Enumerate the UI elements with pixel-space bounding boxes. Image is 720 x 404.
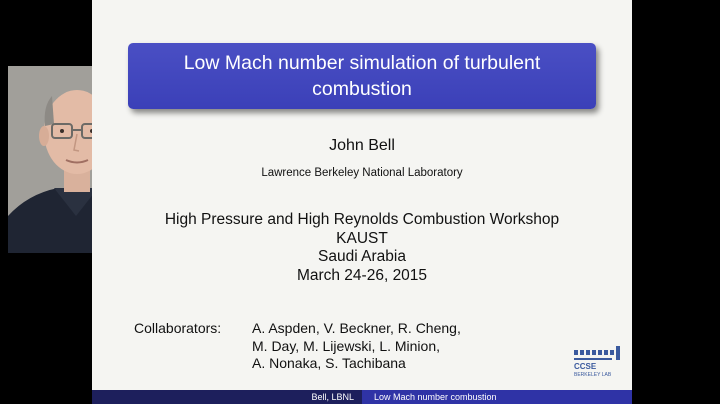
event-venue: KAUST: [336, 229, 388, 247]
author-name: John Bell: [329, 137, 395, 154]
collaborators-line-1: A. Aspden, V. Beckner, R. Cheng,: [252, 320, 461, 336]
slide-title-box: [128, 43, 596, 109]
event-info: [92, 211, 632, 285]
slide-title-line-1: Low Mach number simulation of turbulent: [183, 52, 541, 74]
presentation-slide: [92, 0, 632, 390]
slide-footer: [92, 390, 632, 404]
event-dates: March 24-26, 2015: [296, 266, 428, 284]
event-name: High Pressure and High Reynolds Combustion Workshop: [164, 211, 560, 228]
collaborators-label: Collaborators:: [134, 320, 222, 336]
logo-text-ccse: CCSE: [574, 362, 597, 371]
collaborators-line-2: M. Day, M. Lijewski, L. Minion,: [252, 337, 441, 354]
collaborators-list: [252, 320, 461, 373]
logo-text-berkeley-lab: BERKELEY LAB: [574, 372, 612, 378]
ccse-berkeley-lab-logo: [572, 344, 624, 378]
footer-author: Bell, LBNL: [92, 390, 362, 404]
event-country: Saudi Arabia: [318, 248, 406, 265]
author-affiliation: Lawrence Berkeley National Laboratory: [261, 167, 463, 179]
collaborators-line-3: A. Nonaka, S. Tachibana: [252, 355, 406, 371]
slide-title-line-2: combustion: [312, 78, 412, 100]
footer-short-title: Low Mach number combustion: [362, 390, 632, 404]
